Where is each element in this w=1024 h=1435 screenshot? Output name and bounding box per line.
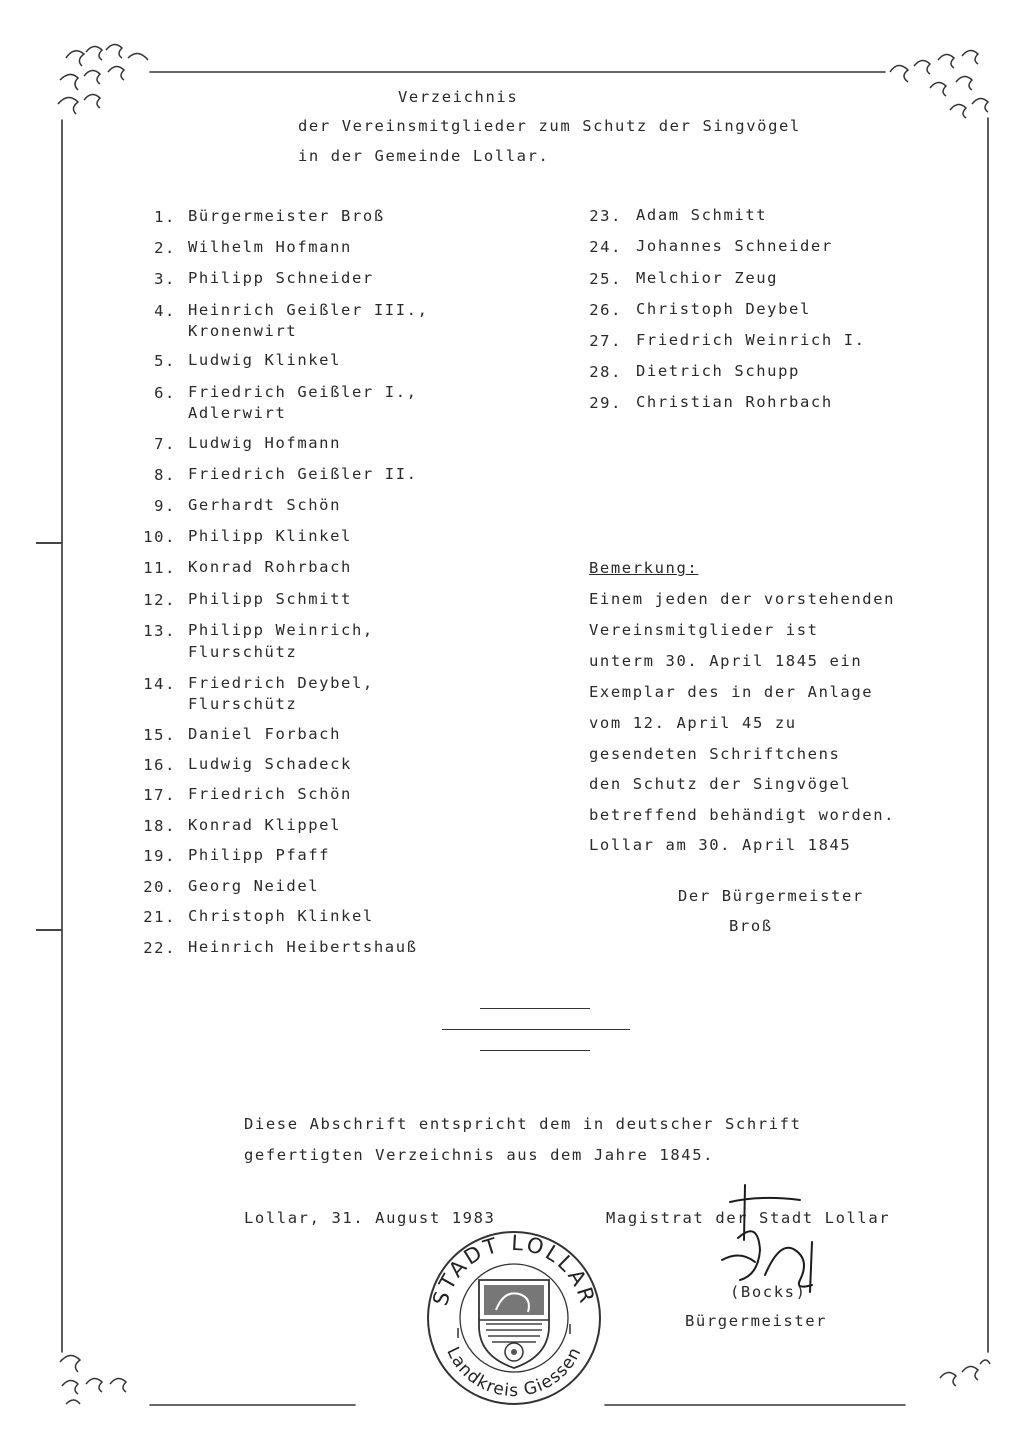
member-name: Ludwig Klinkel bbox=[188, 351, 342, 369]
member-name: Ludwig Hofmann bbox=[188, 434, 342, 452]
member-number: 18. bbox=[143, 817, 176, 835]
member-name: Bürgermeister Broß bbox=[188, 207, 385, 225]
certification-authority: Magistrat der Stadt Lollar bbox=[606, 1209, 891, 1227]
remark-line: vom 12. April 45 zu bbox=[589, 714, 797, 732]
corner-ornament-top-right-icon bbox=[890, 50, 988, 118]
member-name: Philipp Pfaff bbox=[188, 846, 331, 864]
member-number: 25. bbox=[589, 270, 622, 288]
member-number: 9. bbox=[154, 497, 176, 515]
member-number: 6. bbox=[154, 384, 176, 402]
corner-ornament-bottom-right-icon bbox=[940, 1360, 990, 1386]
member-name: Dietrich Schupp bbox=[636, 362, 800, 380]
member-name: Christoph Deybel bbox=[636, 300, 811, 318]
member-number: 8. bbox=[154, 466, 176, 484]
member-title: Flurschütz bbox=[188, 695, 298, 713]
document-title: Verzeichnis bbox=[398, 88, 519, 106]
member-number: 1. bbox=[154, 208, 176, 226]
member-name: Daniel Forbach bbox=[188, 725, 342, 743]
member-number: 28. bbox=[589, 363, 622, 381]
member-number: 10. bbox=[143, 528, 176, 546]
member-name: Philipp Weinrich, bbox=[188, 621, 374, 639]
member-name: Adam Schmitt bbox=[636, 206, 768, 224]
member-number: 7. bbox=[154, 435, 176, 453]
seal-top-text: STADT LOLLAR bbox=[428, 1230, 600, 1309]
remark-line: gesendeten Schriftchens bbox=[589, 745, 841, 763]
city-seal bbox=[424, 1228, 604, 1408]
remark-line: Lollar am 30. April 1845 bbox=[589, 836, 852, 854]
member-name: Christian Rohrbach bbox=[636, 393, 833, 411]
remark-line: Einem jeden der vorstehenden bbox=[589, 590, 896, 608]
member-number: 13. bbox=[143, 622, 176, 640]
separator-line bbox=[480, 1008, 590, 1009]
corner-ornament-top-left-icon bbox=[58, 44, 148, 114]
remark-line: Vereinsmitglieder ist bbox=[589, 621, 819, 639]
member-name: Heinrich Geißler III., bbox=[188, 301, 429, 319]
member-number: 29. bbox=[589, 394, 622, 412]
certification-place-date: Lollar, 31. August 1983 bbox=[244, 1209, 496, 1227]
member-name: Christoph Klinkel bbox=[188, 907, 374, 925]
member-number: 11. bbox=[143, 559, 176, 577]
member-name: Philipp Schneider bbox=[188, 269, 374, 287]
member-name: Friedrich Schön bbox=[188, 785, 352, 803]
remark-line: den Schutz der Singvögel bbox=[589, 775, 852, 793]
handwritten-signature bbox=[700, 1180, 830, 1310]
binder-hole-marks bbox=[36, 543, 62, 930]
certification-text: Diese Abschrift entspricht dem in deutscher Schrift bbox=[244, 1115, 802, 1133]
document-subtitle-location: in der Gemeinde Lollar. bbox=[298, 147, 550, 165]
member-title: Kronenwirt bbox=[188, 322, 298, 340]
member-number: 27. bbox=[589, 332, 622, 350]
remark-line: Exemplar des in der Anlage bbox=[589, 683, 874, 701]
member-name: Friedrich Weinrich I. bbox=[636, 331, 866, 349]
member-title: Adlerwirt bbox=[188, 404, 287, 422]
member-name: Philipp Klinkel bbox=[188, 527, 352, 545]
member-name: Georg Neidel bbox=[188, 877, 320, 895]
member-name: Konrad Klippel bbox=[188, 816, 342, 834]
seal-emblem-icon bbox=[424, 1228, 604, 1408]
member-name: Konrad Rohrbach bbox=[188, 558, 352, 576]
member-name: Ludwig Schadeck bbox=[188, 755, 352, 773]
separator-line bbox=[480, 1050, 590, 1051]
seal-bottom-text: Landkreis Giessen bbox=[442, 1343, 586, 1402]
member-number: 26. bbox=[589, 301, 622, 319]
member-number: 24. bbox=[589, 238, 622, 256]
member-number: 16. bbox=[143, 756, 176, 774]
remark-line: betreffend behändigt worden. bbox=[589, 806, 896, 824]
signer-title: Bürgermeister bbox=[685, 1312, 828, 1330]
member-name: Friedrich Geißler I., bbox=[188, 383, 418, 401]
remark-line: unterm 30. April 1845 ein bbox=[589, 652, 863, 670]
member-number: 21. bbox=[143, 908, 176, 926]
document-subtitle: der Vereinsmitglieder zum Schutz der Singvögel bbox=[298, 117, 801, 135]
member-number: 20. bbox=[143, 878, 176, 896]
member-number: 15. bbox=[143, 726, 176, 744]
member-name: Wilhelm Hofmann bbox=[188, 238, 352, 256]
member-name: Johannes Schneider bbox=[636, 237, 833, 255]
member-number: 23. bbox=[589, 207, 622, 225]
certification-text: gefertigten Verzeichnis aus dem Jahre 1845. bbox=[244, 1146, 715, 1164]
remark-heading: Bemerkung: bbox=[589, 559, 699, 577]
member-number: 14. bbox=[143, 675, 176, 693]
member-name: Friedrich Deybel, bbox=[188, 674, 374, 692]
member-number: 3. bbox=[154, 270, 176, 288]
member-name: Gerhardt Schön bbox=[188, 496, 342, 514]
member-name: Philipp Schmitt bbox=[188, 590, 352, 608]
mayor-signature-title: Der Bürgermeister bbox=[678, 887, 864, 905]
member-name: Friedrich Geißler II. bbox=[188, 465, 418, 483]
member-number: 4. bbox=[154, 302, 176, 320]
member-name: Heinrich Heibertshauß bbox=[188, 938, 418, 956]
member-number: 2. bbox=[154, 239, 176, 257]
member-number: 17. bbox=[143, 786, 176, 804]
member-number: 22. bbox=[143, 939, 176, 957]
member-number: 19. bbox=[143, 847, 176, 865]
member-name: Melchior Zeug bbox=[636, 269, 779, 287]
corner-ornament-bottom-left-icon bbox=[60, 1355, 126, 1404]
mayor-signature-name: Broß bbox=[729, 917, 773, 935]
member-number: 12. bbox=[143, 591, 176, 609]
separator-line bbox=[442, 1029, 630, 1030]
member-title: Flurschütz bbox=[188, 643, 298, 661]
signer-name: (Bocks) bbox=[730, 1283, 807, 1301]
member-number: 5. bbox=[154, 352, 176, 370]
